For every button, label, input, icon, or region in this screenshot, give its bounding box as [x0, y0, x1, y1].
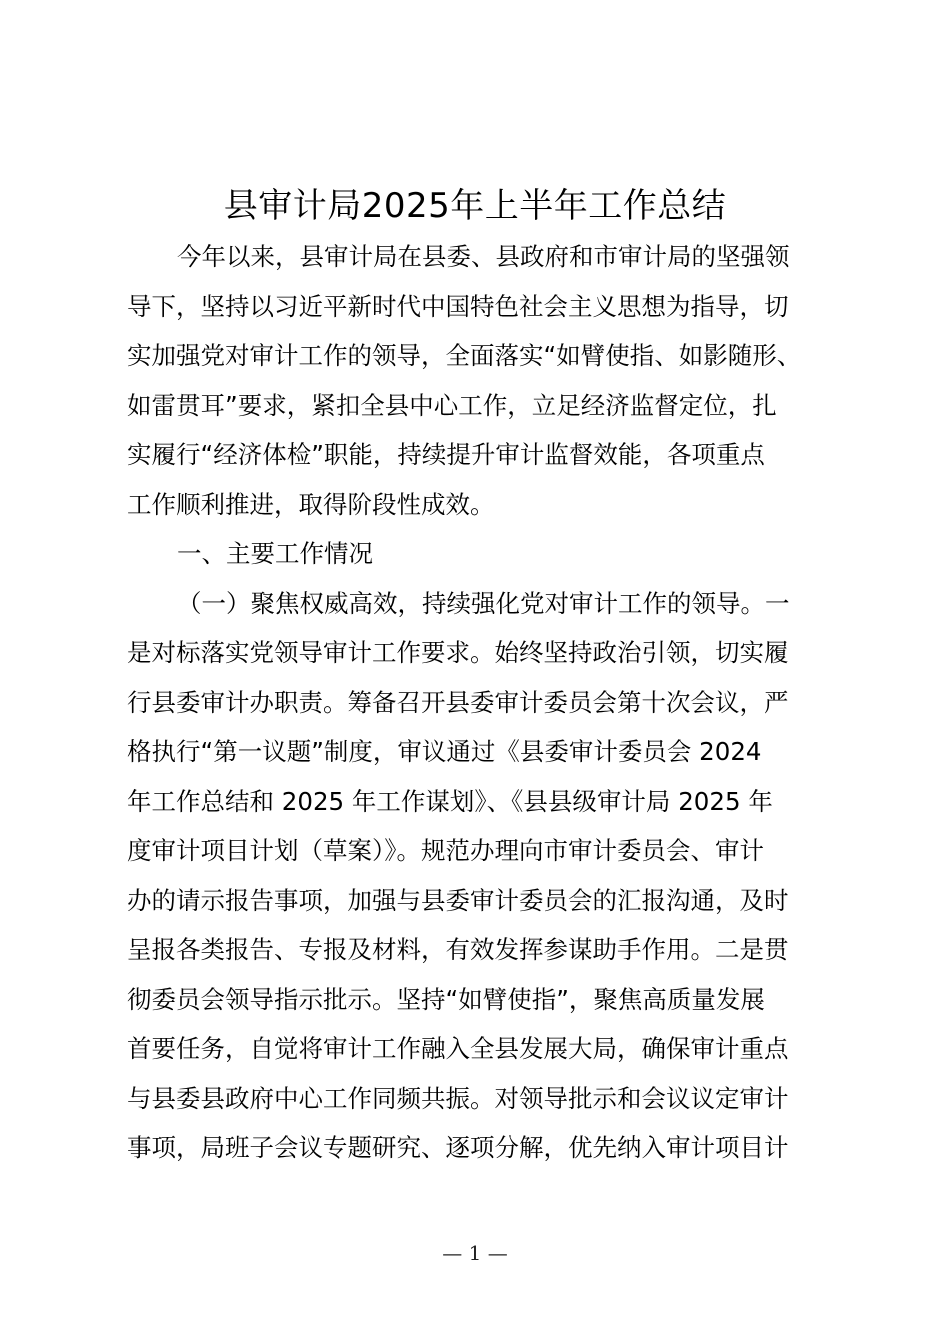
text-line: 实加强党对审计工作的领导，全面落实“如臂使指、如影随形、 — [127, 341, 802, 370]
text-line: 导下，坚持以习近平新时代中国特色社会主义思想为指导，切 — [127, 291, 789, 321]
text-line: 行县委审计办职责。筹备召开县委审计委员会第十次会议，严 — [127, 687, 789, 717]
text-line: 与县委县政府中心工作同频共振。对领导批示和会议议定审计 — [127, 1083, 789, 1113]
page-number: — 1 — — [442, 1241, 508, 1265]
subsection-heading: （一）聚焦权威高效，持续强化党对审计工作的领导。一 — [177, 588, 790, 618]
text-line: 今年以来，县审计局在县委、县政府和市审计局的坚强领 — [177, 242, 790, 271]
text-line: 度审计项目计划（草案）》。规范办理向市审计委员会、审计 — [127, 836, 764, 865]
text-line: 事项，局班子会议专题研究、逐项分解，优先纳入审计项目计 — [127, 1133, 789, 1162]
text-line: 办的请示报告事项，加强与县委审计委员会的汇报沟通，及时 — [127, 885, 789, 915]
text-line: 格执行“第一议题”制度，审议通过《县委审计委员会 2024 — [127, 737, 762, 766]
text-line: 年工作总结和 2025 年工作谋划》、《县县级审计局 2025 年 — [127, 786, 773, 816]
document-title: 县审计局2025年上半年工作总结 — [223, 186, 727, 226]
text-line: 首要任务，自觉将审计工作融入全县发展大局，确保审计重点 — [127, 1034, 789, 1063]
text-line: 呈报各类报告、专报及材料，有效发挥参谋助手作用。二是贯 — [127, 935, 789, 964]
text-line: 实履行“经济体检”职能，持续提升审计监督效能，各项重点 — [127, 440, 765, 469]
text-line: 是对标落实党领导审计工作要求。始终坚持政治引领，切实履 — [127, 638, 789, 667]
text-line: 如雷贯耳”要求，紧扣全县中心工作，立足经济监督定位，扎 — [127, 390, 777, 420]
section-heading: 一、主要工作情况 — [177, 539, 373, 568]
text-line: 工作顺利推进，取得阶段性成效。 — [127, 489, 495, 519]
text-line: 彻委员会领导指示批示。坚持“如臂使指”，聚焦高质量发展 — [127, 984, 765, 1014]
document-body — [127, 232, 835, 1173]
